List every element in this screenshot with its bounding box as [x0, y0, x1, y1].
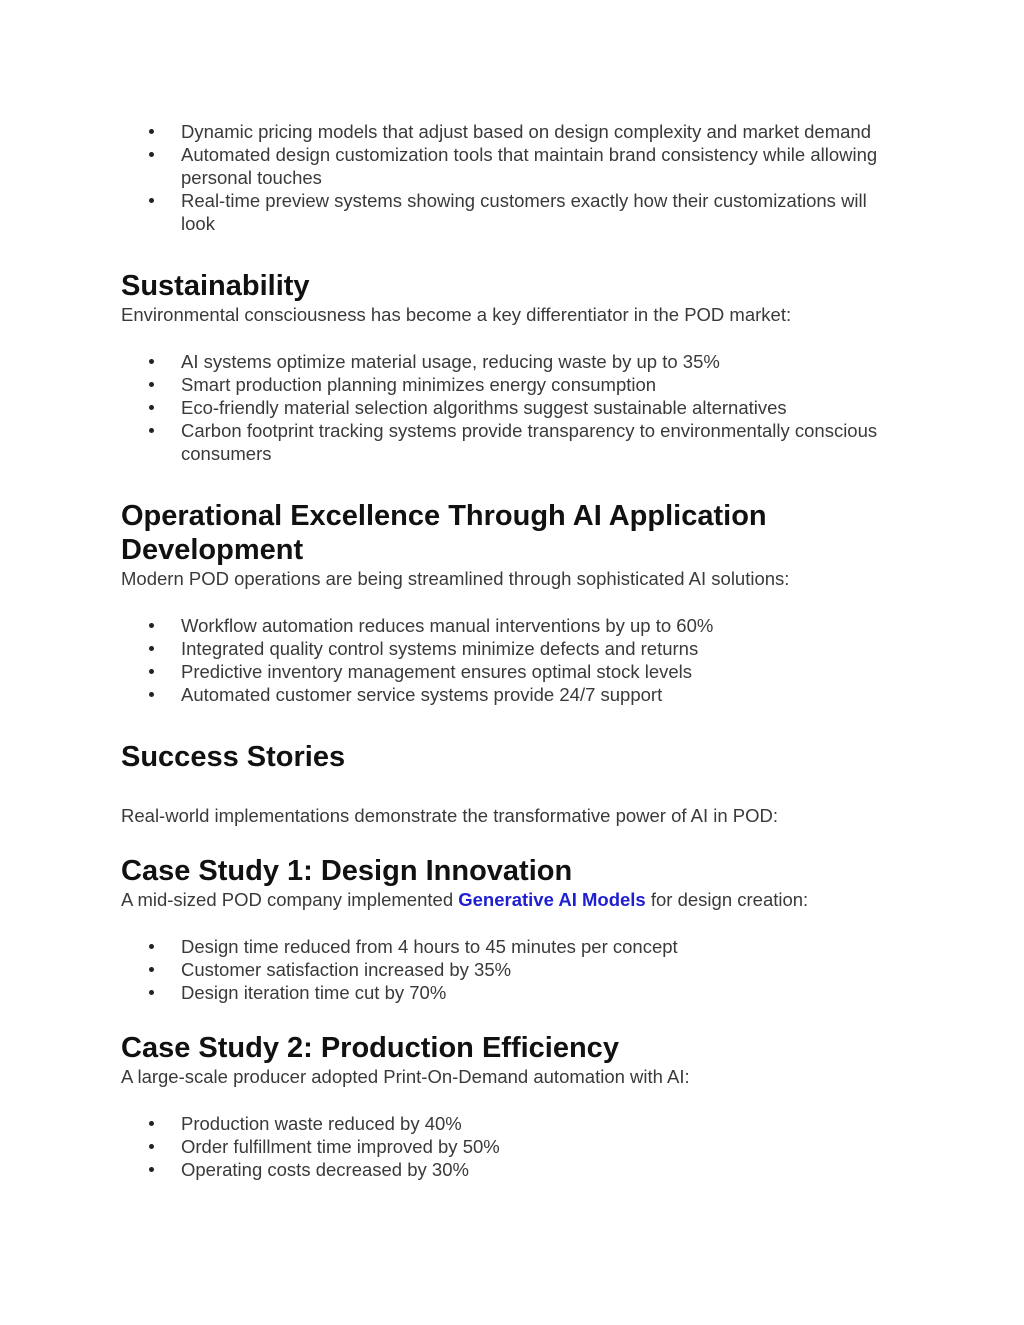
list-item [121, 1158, 901, 1181]
list-item-text: AI systems optimize material usage, reducing waste by up to 35% [181, 351, 720, 372]
list-item [121, 143, 901, 189]
list-item-text: Dynamic pricing models that adjust based on design complexity and market demand [181, 121, 872, 142]
sustainability-bullet-list [121, 350, 901, 465]
list-item-text: Workflow automation reduces manual interventions by up to 60% [181, 615, 714, 636]
list-item [121, 1135, 901, 1158]
bullet-icon [149, 990, 154, 995]
bullet-icon [149, 646, 154, 651]
list-item-text: Carbon footprint tracking systems provide transparency to environmentally conscious consumers [181, 420, 878, 464]
case-study-1-lead-before: A mid-sized POD company implemented [121, 889, 459, 910]
intro-bullet-list [121, 120, 901, 235]
bullet-icon [149, 129, 154, 134]
bullet-icon [149, 382, 154, 387]
list-item-text: Integrated quality control systems minimize defects and returns [181, 638, 699, 659]
bullet-icon [149, 198, 154, 203]
bullet-icon [149, 669, 154, 674]
list-item [121, 958, 901, 981]
list-item [121, 419, 901, 465]
bullet-icon [149, 1121, 154, 1126]
list-item [121, 373, 901, 396]
operational-heading: Operational Excellence Through AI Application Development [121, 500, 767, 566]
bullet-icon [149, 623, 154, 628]
success-stories-heading: Success Stories [121, 741, 346, 773]
case-study-1-heading: Case Study 1: Design Innovation [121, 855, 573, 887]
bullet-icon [149, 967, 154, 972]
list-item [121, 981, 901, 1004]
generative-ai-models-link[interactable]: Generative AI Models [458, 889, 646, 910]
case-study-1-lead [121, 888, 901, 911]
bullet-icon [149, 428, 154, 433]
list-item-text: Customer satisfaction increased by 35% [181, 959, 512, 980]
list-item-text: Automated design customization tools that maintain brand consistency while allowing personal touches [181, 144, 878, 188]
list-item [121, 396, 901, 419]
list-item [121, 350, 901, 373]
success-stories-lead: Real-world implementations demonstrate the transformative power of AI in POD: [121, 805, 779, 826]
list-item-text: Design iteration time cut by 70% [181, 982, 447, 1003]
document-page [121, 120, 901, 1181]
bullet-icon [149, 1167, 154, 1172]
list-item-text: Operating costs decreased by 30% [181, 1159, 469, 1180]
list-item-text: Eco-friendly material selection algorithms suggest sustainable alternatives [181, 397, 787, 418]
list-item [121, 683, 901, 706]
sustainability-lead: Environmental consciousness has become a key differentiator in the POD market: [121, 304, 792, 325]
operational-bullet-list [121, 614, 901, 706]
list-item-text: Production waste reduced by 40% [181, 1113, 462, 1134]
case-study-1-bullet-list [121, 935, 901, 1004]
bullet-icon [149, 359, 154, 364]
bullet-icon [149, 944, 154, 949]
list-item [121, 120, 901, 143]
list-item [121, 1112, 901, 1135]
case-study-2-heading: Case Study 2: Production Efficiency [121, 1032, 619, 1064]
list-item-text: Smart production planning minimizes energy consumption [181, 374, 657, 395]
list-item-text: Automated customer service systems provide 24/7 support [181, 684, 663, 705]
list-item [121, 614, 901, 637]
bullet-icon [149, 692, 154, 697]
list-item-text: Design time reduced from 4 hours to 45 minutes per concept [181, 936, 678, 957]
bullet-icon [149, 405, 154, 410]
list-item-text: Predictive inventory management ensures optimal stock levels [181, 661, 693, 682]
list-item-text: Order fulfillment time improved by 50% [181, 1136, 500, 1157]
list-item-text: Real-time preview systems showing customers exactly how their customizations will look [181, 190, 867, 234]
list-item [121, 189, 901, 235]
case-study-2-bullet-list [121, 1112, 901, 1181]
bullet-icon [149, 1144, 154, 1149]
operational-lead: Modern POD operations are being streamlined through sophisticated AI solutions: [121, 568, 790, 589]
list-item [121, 660, 901, 683]
bullet-icon [149, 152, 154, 157]
case-study-2-lead: A large-scale producer adopted Print-On-Demand automation with AI: [121, 1066, 690, 1087]
list-item [121, 935, 901, 958]
sustainability-heading: Sustainability [121, 270, 310, 302]
list-item [121, 637, 901, 660]
case-study-1-lead-after: for design creation: [645, 889, 809, 910]
